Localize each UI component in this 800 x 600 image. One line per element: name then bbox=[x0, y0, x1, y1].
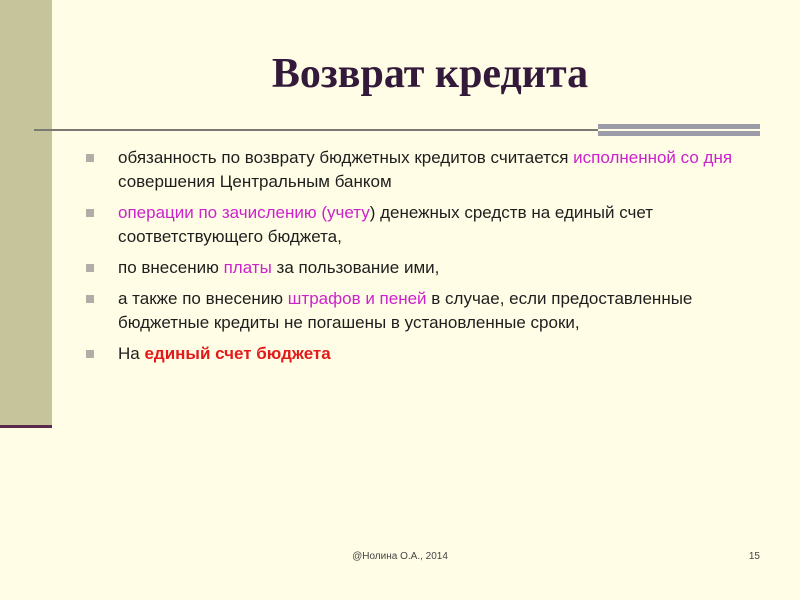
bullet-text-normal: обязанность по возврату бюджетных кредитов считается bbox=[118, 148, 574, 167]
bullet-text-normal: совершения Центральным банком bbox=[118, 172, 392, 191]
bullet-text-normal: ) денежных средств на единый счет соответствующего бюджета, bbox=[118, 203, 654, 246]
square-bullet-icon bbox=[86, 295, 94, 303]
slide-title: Возврат кредита bbox=[271, 51, 589, 97]
decorative-side-bar bbox=[0, 0, 52, 426]
bullet-item bbox=[86, 201, 756, 249]
bullet-text-emphasis: единый счет бюджета bbox=[144, 344, 331, 363]
bullet-text-normal: а также по внесению bbox=[118, 289, 288, 308]
bullet-text-highlight: платы bbox=[223, 258, 272, 277]
bullet-list bbox=[86, 146, 756, 373]
square-bullet-icon bbox=[86, 209, 94, 217]
square-bullet-icon bbox=[86, 350, 94, 358]
bullet-item bbox=[86, 287, 756, 335]
bullet-text-normal: по внесению bbox=[118, 258, 224, 277]
bullet-item bbox=[86, 146, 756, 194]
title-divider-accent bbox=[598, 124, 760, 136]
bullet-item bbox=[86, 256, 756, 280]
page-number: 15 bbox=[748, 551, 760, 562]
bullet-text-highlight: операции по зачислению (учету bbox=[118, 203, 370, 222]
decorative-side-bar-underline bbox=[0, 425, 52, 428]
bullet-text-highlight: штрафов и пеней bbox=[287, 289, 427, 308]
footer-author: @Нолина О.А., 2014 bbox=[352, 551, 448, 562]
bullet-text-highlight: исполненной со дня bbox=[573, 148, 733, 167]
square-bullet-icon bbox=[86, 154, 94, 162]
bullet-text-normal: в случае, если предоставленные бюджетные кредиты не погашены в установленные сроки, bbox=[118, 289, 693, 332]
bullet-text-normal: за пользование ими, bbox=[271, 258, 440, 277]
square-bullet-icon bbox=[86, 264, 94, 272]
bullet-item bbox=[86, 342, 756, 366]
bullet-text-normal: На bbox=[118, 344, 145, 363]
